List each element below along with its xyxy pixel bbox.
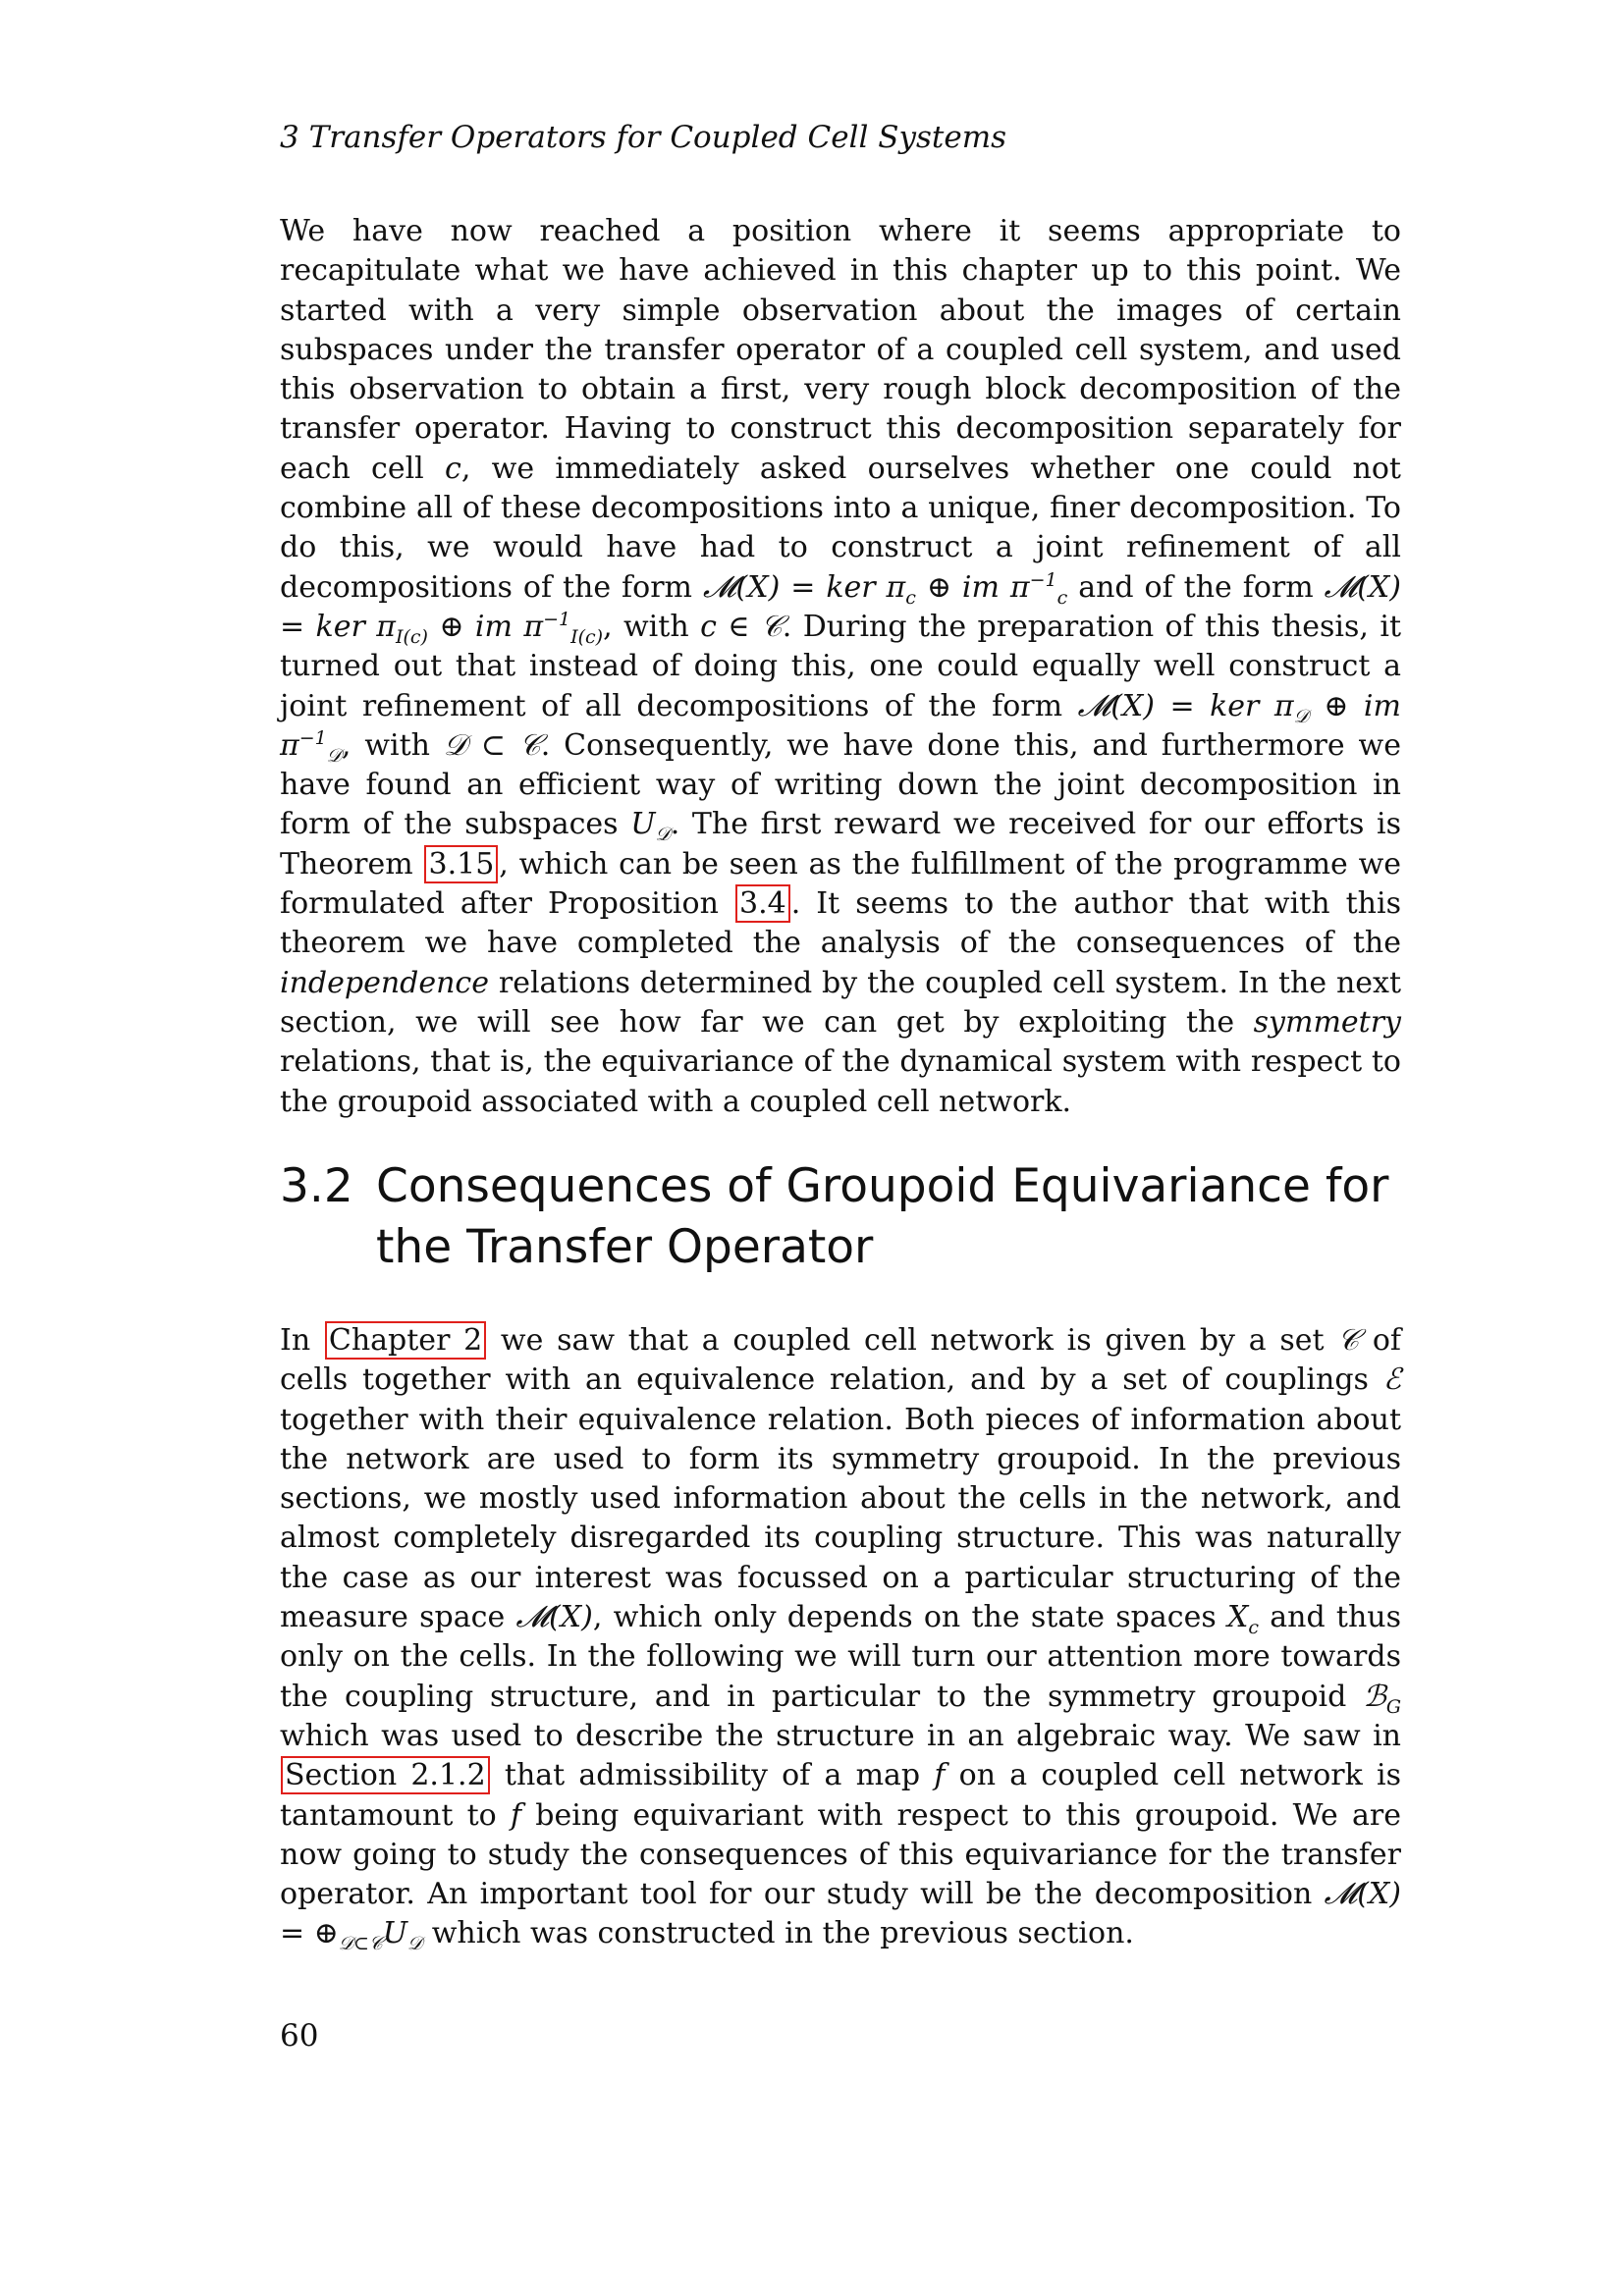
- text: . The first reward we received for our efforts is Theorem: [280, 807, 1401, 881]
- math: 𝓜(X): [515, 1600, 593, 1635]
- math: 𝓜(X) = ker $\pi_{I(c)}$ ⊕ im $\pi^{-1}_{I(c)}$: [280, 569, 1401, 648]
- running-head: 3 Transfer Operators for Coupled Cell Systems: [280, 120, 1007, 155]
- chapter-link[interactable]: Chapter 2: [325, 1321, 486, 1360]
- text: . Consequently, we have done this, and furthermore we have found an efficient way of writing down the joint decomposition in form of the subspaces: [280, 727, 1401, 842]
- text: that admissibility of a map: [490, 1758, 935, 1793]
- text: relations determined by the coupled cell system. In the next section, we will see how far we can get by exploiting the: [280, 965, 1401, 1040]
- section-number: 3.2: [280, 1159, 353, 1213]
- section-title-line1: Consequences of Groupoid Equivariance for: [376, 1159, 1389, 1213]
- math: $X_c$: [1226, 1600, 1259, 1639]
- emphasis: independence: [280, 965, 489, 1000]
- page-number: 60: [280, 2018, 319, 2054]
- text: which was constructed in the previous section.: [422, 1916, 1134, 1951]
- paragraph-recap: [280, 212, 1401, 1122]
- text: , which only depends on the state spaces: [592, 1600, 1227, 1635]
- text: being equivariant with respect to this groupoid. We are now going to study the consequences of this equivariance for the transfer operator. An important tool for our study will be the decomposition: [280, 1797, 1401, 1912]
- text: together with their equivalence relation. Both pieces of information about the network are used to form its symmetry groupoid. In the previous sections, we mostly used information about the cells in the network, and almost completely disregarded its coupling structure. This was naturally the case as our interest was focussed on a particular structuring of the measure space: [280, 1402, 1401, 1635]
- text: . It seems to the author that with this theorem we have completed the analysis of the consequences of the: [280, 886, 1401, 961]
- section-heading: [280, 1156, 1401, 1278]
- math: ℬ$_G$: [1363, 1679, 1401, 1718]
- text: of cells together with an equivalence relation, and by a set of couplings: [280, 1323, 1402, 1398]
- text: which was used to describe the structure in an algebraic way. We saw in: [280, 1718, 1401, 1753]
- text: on a coupled cell network is tantamount to: [280, 1758, 1401, 1833]
- text: and thus only on the cells. In the following we will turn our attention more towards the coupling structure, and in particular to the symmetry groupoid: [280, 1600, 1402, 1714]
- emphasis: symmetry: [1253, 1004, 1401, 1040]
- text: , we immediately asked ourselves whether one could not combine all of these decompositions into a unique, finer decomposition. To do this, we would have had to construct a joint refinement of all decompositions of the form: [280, 451, 1401, 605]
- proposition-link[interactable]: 3.4: [735, 884, 790, 923]
- math: 𝓜(X) = ker $\pi_c$ ⊕ im $\pi^{-1}_c$: [702, 568, 1068, 609]
- math: 𝓜(X) = ker $\pi_𝒟$ ⊕ im $\pi^{-1}_𝒟$: [280, 688, 1401, 767]
- theorem-link[interactable]: 3.15: [424, 845, 498, 883]
- math: 𝒟 ⊂ 𝒞: [443, 727, 541, 763]
- math: f: [510, 1797, 522, 1833]
- text: relations, that is, the equivariance of the dynamical system with respect to the groupoid associated with a coupled cell network.: [280, 1044, 1401, 1119]
- math: c ∈ 𝒞: [700, 609, 783, 644]
- text: , with: [341, 727, 444, 763]
- math: ℰ: [1382, 1362, 1401, 1398]
- text: and of the form: [1067, 569, 1325, 605]
- section-link[interactable]: Section 2.1.2: [281, 1756, 490, 1794]
- text: We have now reached a position where it seems appropriate to recapitulate what we have achieved in this chapter up to this point. We started with a very simple observation about the images of certain subspaces under the transfer operator of a coupled cell system, and used this observation to obtain a first, very rough block decomposition of the transfer operator. Having to construct this decomposition separately for each cell: [280, 214, 1401, 486]
- text: . During the preparation of this thesis, it turned out that instead of doing this, one could equally well construct a joint refinement of all decompositions of the form: [280, 609, 1402, 723]
- text: we saw that a coupled cell network is given by a set: [487, 1323, 1338, 1358]
- text: In: [280, 1323, 324, 1358]
- math: c: [445, 451, 461, 486]
- math: 𝓜(X) = $\oplus_{𝒟\subset 𝒞}U_𝒟$: [280, 1877, 1401, 1955]
- paragraph-intro: [280, 1321, 1401, 1954]
- text: , with: [603, 609, 701, 644]
- math: f: [934, 1758, 946, 1793]
- math: 𝒞: [1337, 1323, 1360, 1358]
- section-title-line2: the Transfer Operator: [376, 1220, 874, 1274]
- text: , which can be seen as the fulfillment of the programme we formulated after Proposition: [280, 846, 1401, 922]
- math: $U_𝒟$: [630, 807, 671, 846]
